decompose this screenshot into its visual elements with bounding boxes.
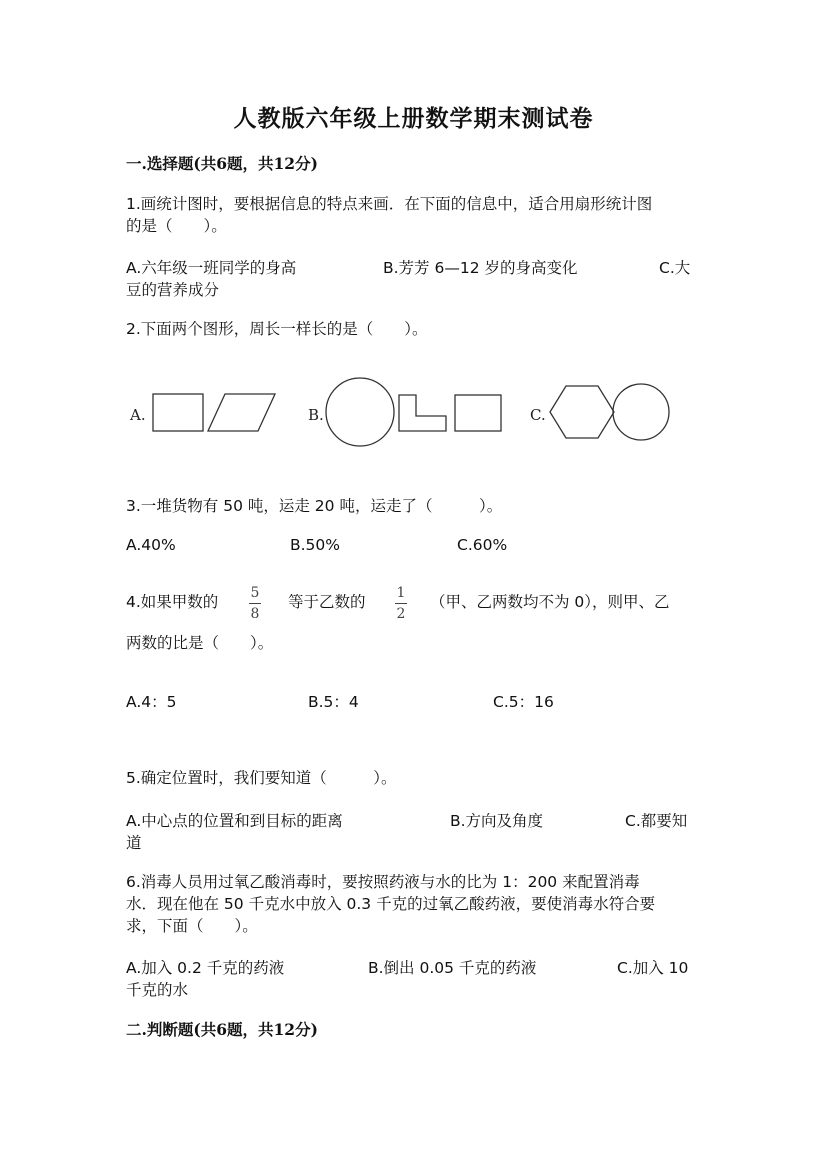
figure-b-circle	[326, 378, 394, 446]
q2-label-b: B.	[308, 406, 324, 424]
q3-option-a: A.40%	[126, 536, 176, 554]
q4-stem-part3: （甲、乙两数均不为 0），则甲、乙	[430, 593, 670, 611]
q6-option-c-line2: 千克的水	[126, 981, 189, 999]
q2-label-c: C.	[530, 406, 546, 424]
q4-option-a: A.4：5	[126, 693, 177, 711]
q4-fraction1-denominator: 8	[250, 606, 260, 622]
q4-option-b: B.5：4	[308, 693, 359, 711]
q1-option-b: B.芳芳 6—12 岁的身高变化	[383, 259, 578, 277]
q6-stem-line2: 水．现在他在 50 千克水中放入 0.3 千克的过氧乙酸药液，要使消毒水符合要	[126, 895, 656, 913]
q3-option-c: C.60%	[457, 536, 508, 554]
q3-option-b: B.50%	[290, 536, 341, 554]
q2-stem: 2.下面两个图形，周长一样长的是（ ）。	[126, 320, 428, 338]
q4-stem-line2: 两数的比是（ ）。	[126, 634, 274, 652]
figure-b-l-shape	[399, 395, 446, 431]
fraction-bar	[395, 603, 407, 604]
figure-c-hexagon	[550, 386, 614, 438]
fraction-bar	[249, 603, 261, 604]
q1-option-a: A.六年级一班同学的身高	[126, 259, 297, 277]
q4-stem-part2: 等于乙数的	[288, 593, 366, 611]
q6-option-c-line1: C.加入 10	[617, 959, 689, 977]
q5-option-c-line2: 道	[126, 834, 142, 852]
q6-option-b: B.倒出 0.05 千克的药液	[368, 959, 537, 977]
figure-c-circle	[613, 384, 669, 440]
figure-a-parallelogram	[208, 394, 275, 431]
q5-option-c-line1: C.都要知	[625, 812, 688, 830]
figure-a-rectangle	[153, 394, 203, 431]
figure-b-square	[455, 395, 501, 431]
q1-stem-line2: 的是（ ）。	[126, 217, 227, 235]
q4-fraction2-numerator: 1	[396, 585, 406, 601]
q1-option-c-line2: 豆的营养成分	[126, 281, 220, 299]
q4-fraction1-numerator: 5	[250, 585, 260, 601]
q3-stem: 3.一堆货物有 50 吨，运走 20 吨，运走了（ ）。	[126, 497, 503, 515]
section-heading-judgment: 二.判断题(共6题，共12分)	[126, 1020, 318, 1039]
q5-stem: 5.确定位置时，我们要知道（ ）。	[126, 769, 397, 787]
q4-fraction-one-half	[395, 585, 407, 622]
section-heading-choice: 一.选择题(共6题，共12分)	[126, 154, 318, 173]
q4-fraction2-denominator: 2	[396, 606, 406, 622]
q4-fraction-five-eighths	[249, 585, 261, 622]
q4-stem-part1: 4.如果甲数的	[126, 593, 219, 611]
q6-stem-line1: 6.消毒人员用过氧乙酸消毒时，要按照药液与水的比为 1：200 来配置消毒	[126, 873, 640, 891]
q4-option-c: C.5：16	[493, 693, 554, 711]
q6-option-a: A.加入 0.2 千克的药液	[126, 959, 285, 977]
q5-option-b: B.方向及角度	[450, 812, 544, 830]
q6-stem-line3: 求，下面（ ）。	[126, 917, 258, 935]
q1-stem-line1: 1.画统计图时，要根据信息的特点来画．在下面的信息中，适合用扇形统计图	[126, 195, 653, 213]
q2-label-a: A.	[130, 406, 146, 424]
q1-option-c-line1: C.大	[659, 259, 691, 277]
q5-option-a: A.中心点的位置和到目标的距离	[126, 812, 343, 830]
q2-figures	[120, 370, 680, 455]
page-title: 人教版六年级上册数学期末测试卷	[233, 105, 594, 132]
